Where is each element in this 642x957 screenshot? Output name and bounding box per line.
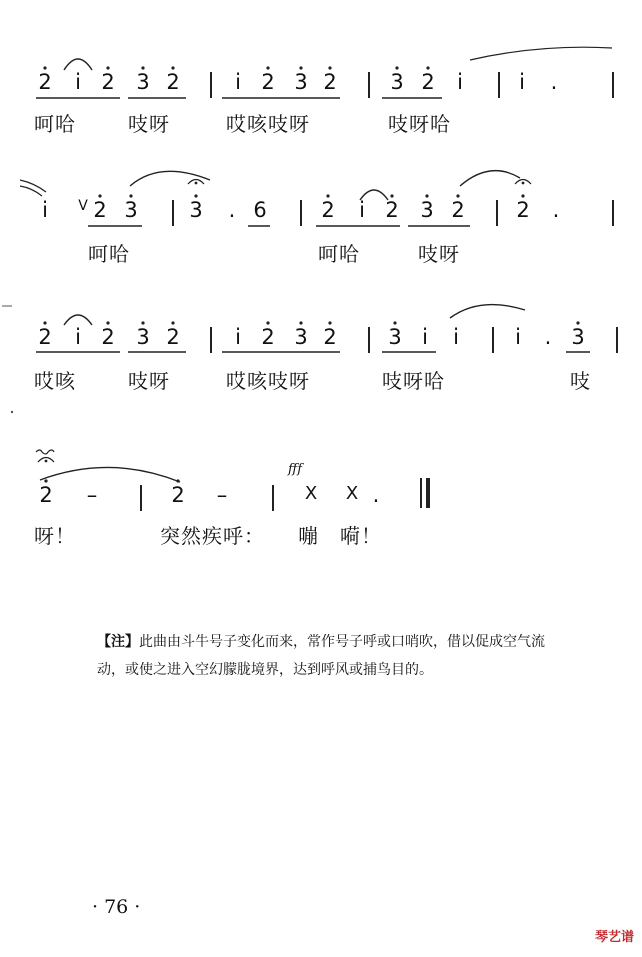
note: 2 — [101, 325, 115, 349]
footnote — [97, 628, 567, 684]
lyric: 吱 — [570, 369, 591, 393]
note: – — [86, 483, 98, 507]
note: i — [42, 198, 48, 222]
lyric: 哎咳吱呀 — [226, 369, 310, 393]
note: 3 — [294, 70, 308, 94]
note: 2 — [39, 483, 53, 507]
note: i — [75, 70, 81, 94]
note: 2 — [321, 198, 335, 222]
lyric: 呵哈 — [34, 112, 76, 136]
note: i — [235, 70, 241, 94]
note: i — [422, 325, 428, 349]
note: 2 — [38, 70, 52, 94]
note: 2 — [261, 325, 275, 349]
note: 2 — [323, 325, 337, 349]
note: i — [453, 325, 459, 349]
lyric: 嗬！ — [340, 524, 382, 548]
note: 2 — [101, 70, 115, 94]
note: 2 — [323, 70, 337, 94]
lyric: 嘣 — [298, 524, 319, 548]
lyric: 突然疾呼： — [160, 524, 265, 548]
note: 2 — [38, 325, 52, 349]
lyric: 吱呀哈 — [388, 112, 451, 136]
note: 2 — [516, 198, 530, 222]
note: 2 — [385, 198, 399, 222]
lyric: 呀！ — [34, 524, 76, 548]
note: 2 — [166, 70, 180, 94]
note: . — [544, 325, 552, 349]
note: 3 — [124, 198, 138, 222]
footnote-tag: 【注】 — [97, 634, 139, 650]
note: i — [515, 325, 521, 349]
note: i — [359, 198, 365, 222]
watermark-logo: 琴艺谱 — [594, 930, 634, 945]
lyric: 哎咳吱呀 — [226, 112, 310, 136]
note: – — [216, 483, 228, 507]
lyric: 吱呀 — [418, 242, 460, 266]
footnote-text: 此曲由斗牛号子变化而来，常作号子呼或口哨吹，借以促成空气流动，或使之进入空幻朦胧境界，达到呼风或捕鸟目的。 — [97, 634, 545, 678]
note: 3 — [136, 325, 150, 349]
note: i — [519, 70, 525, 94]
note: 6 — [253, 198, 267, 222]
note: . — [550, 70, 558, 94]
note: 2 — [171, 483, 185, 507]
note: 3 — [420, 198, 434, 222]
note: . — [372, 483, 380, 507]
note: i — [235, 325, 241, 349]
note: X — [345, 483, 359, 504]
note: 2 — [166, 325, 180, 349]
note: . — [552, 198, 560, 222]
lyric: 吱呀哈 — [382, 369, 445, 393]
lyric: 呵哈 — [318, 242, 360, 266]
note: 2 — [451, 198, 465, 222]
lyric: 吱呀 — [128, 112, 170, 136]
note: i — [75, 325, 81, 349]
note: V — [78, 198, 88, 214]
lyric: 呵哈 — [88, 242, 130, 266]
note: 3 — [136, 70, 150, 94]
note: 3 — [571, 325, 585, 349]
page-number: · 76 · — [92, 896, 141, 918]
note: X — [304, 483, 318, 504]
note: . — [228, 198, 236, 222]
note: 2 — [93, 198, 107, 222]
note: i — [457, 70, 463, 94]
note: 3 — [388, 325, 402, 349]
note: 2 — [261, 70, 275, 94]
lyric: 哎咳 — [34, 369, 76, 393]
note: 3 — [294, 325, 308, 349]
note: 3 — [189, 198, 203, 222]
note: 2 — [421, 70, 435, 94]
dynamics-fff: fff — [288, 462, 303, 477]
note: 3 — [390, 70, 404, 94]
lyric: 吱呀 — [128, 369, 170, 393]
